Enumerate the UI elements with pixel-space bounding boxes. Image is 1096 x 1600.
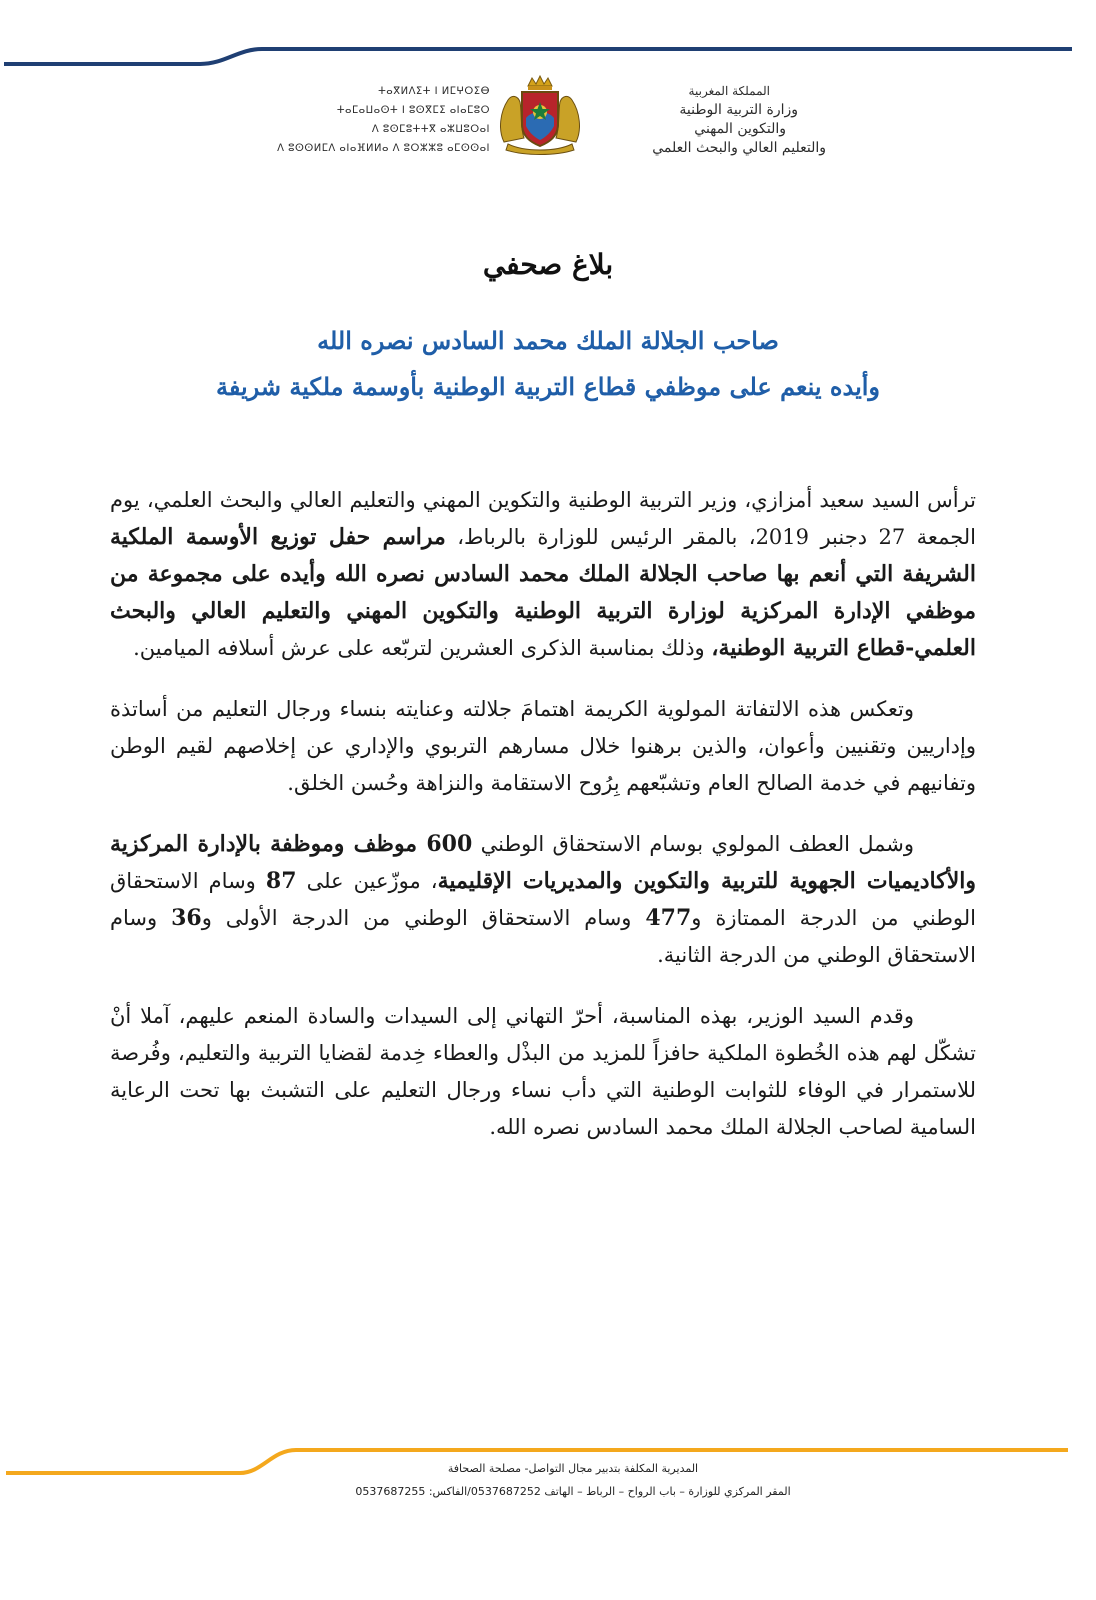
- paragraph-3-text: وسام الاستحقاق الوطني من الدرجة الأولى و: [201, 906, 646, 930]
- tifinagh-line: ⵜⴰⴳⵍⴷⵉⵜ ⵏ ⵍⵎⵖⵔⵉⴱ: [378, 86, 490, 97]
- paragraph-1-intro: ترأس السيد سعيد أمزازي، وزير التربية الوطنية والتكوين المهني والتعليم العالي والبحث العلمي، يوم الجمعة 27 دجنبر 2019، بالمقر الرئيس للوزارة بالرباط،: [110, 488, 976, 549]
- paragraph-4: وقدم السيد الوزير، بهذه المناسبة، أحرّ التهاني إلى السيدات والسادة المنعم عليهم، آملا أنْ تشكّل لهم هذه الخُطوة الملكية حافزاً للمزيد من البذْل والعطاء خِدمة لقضايا التربية والتعليم، وفُرصة للاستمرار في الوفاء للثوابت الوطنية التي دأب نساء ورجال التعليم على التشبث بها تحت الرعاية السامية لصاحب الجلالة الملك محمد السادس نصره الله.: [110, 1004, 976, 1139]
- paragraph-3-text: ، موزّعين على: [296, 869, 438, 893]
- press-release-body: [110, 482, 976, 1170]
- press-release-title: بلاغ صحفي: [482, 248, 614, 281]
- footer-department: المديرية المكلفة بتدبير مجال التواصل- مصلحة الصحافة: [447, 1462, 699, 1475]
- footer: [0, 1462, 1096, 1498]
- paragraph-1: [110, 482, 976, 667]
- medal-count-second: 36: [171, 905, 202, 931]
- headline-line-2: وأيده ينعم على موظفي قطاع التربية الوطنية بأوسمة ملكية شريفة: [215, 372, 881, 401]
- arabic-ministry-name: [566, 82, 826, 158]
- tifinagh-ministry-name: [250, 82, 490, 158]
- paragraph-3-bold: 600 موظف وموظفة بالإدارة المركزية والأكاديميات الجهوية للتربية والتكوين والمديريات الإقليمية: [110, 831, 976, 894]
- tifinagh-line: ⵜⴰⵎⴰⵡⴰⵙⵜ ⵏ ⵓⵙⴳⵎⵉ ⴰⵏⴰⵎⵓⵔ: [336, 105, 490, 116]
- ministry-line: وزارة التربية الوطنية: [679, 102, 798, 118]
- paragraph-3-end: وسام الاستحقاق الوطني من الدرجة الثانية.: [110, 906, 976, 967]
- headline-line-1: صاحب الجلالة الملك محمد السادس نصره الله: [317, 326, 779, 355]
- medal-count-excellent: 87: [265, 868, 297, 894]
- paragraph-1-end: وذلك بمناسبة الذكرى العشرين لتربّعه على عرش أسلافه الميامين.: [133, 636, 712, 660]
- paragraph-3-text: وسام الاستحقاق الوطني من الدرجة الممتازة و: [110, 869, 977, 930]
- paragraph-2: وتعكس هذه الالتفاتة المولوية الكريمة اهتمامَ جلالته وعنايته بنساء ورجال التعليم من أساتذة وإداريين وتقنيين وأعوان، والذين برهنوا خلال مسارهم التربوي والإداري عن إخلاصهم لقيم الوطن وتفانيهم في خدمة الصالح العام وتشبّعهم بِرُوح الاستقامة والنزاهة وحُسن الخلق.: [110, 697, 976, 795]
- tifinagh-line: ⴷ ⵓⵙⵎⵓⵜⵜⴳ ⴰⵣⵡⵓⵔⴰⵏ: [371, 124, 490, 135]
- letterhead: [0, 72, 1096, 182]
- ministry-line: والتعليم العالي والبحث العلمي: [652, 140, 826, 156]
- paragraph-3: [110, 826, 976, 974]
- paragraph-3-intro: وشمل العطف المولوي بوسام الاستحقاق الوطني: [472, 832, 914, 856]
- paragraph-1-bold: مراسم حفل توزيع الأوسمة الملكية الشريفة التي أنعم بها صاحب الجلالة الملك محمد السادس نصره الله وأيده على مجموعة من موظفي الإدارة المركزية لوزارة التربية الوطنية والتكوين المهني والتعليم العالي والبحث العلمي-قطاع التربية الوطنية،: [110, 524, 976, 661]
- tifinagh-line: ⴷ ⵓⵙⵙⵍⵎⴷ ⴰⵏⴰⴼⵍⵍⴰ ⴷ ⵓⵔⵣⵣⵓ ⴰⵎⵙⵙⴰⵏ: [277, 143, 490, 154]
- ministry-line: والتكوين المهني: [694, 121, 786, 137]
- kingdom-name: المملكة المغربية: [688, 84, 770, 98]
- medal-count-first: 477: [645, 905, 692, 931]
- top-decorative-band: [0, 0, 1096, 80]
- footer-contact: المقر المركزي للوزارة – باب الرواح – الرباط – الهاتف 0537687252/الفاكس: 0537687255: [355, 1485, 791, 1498]
